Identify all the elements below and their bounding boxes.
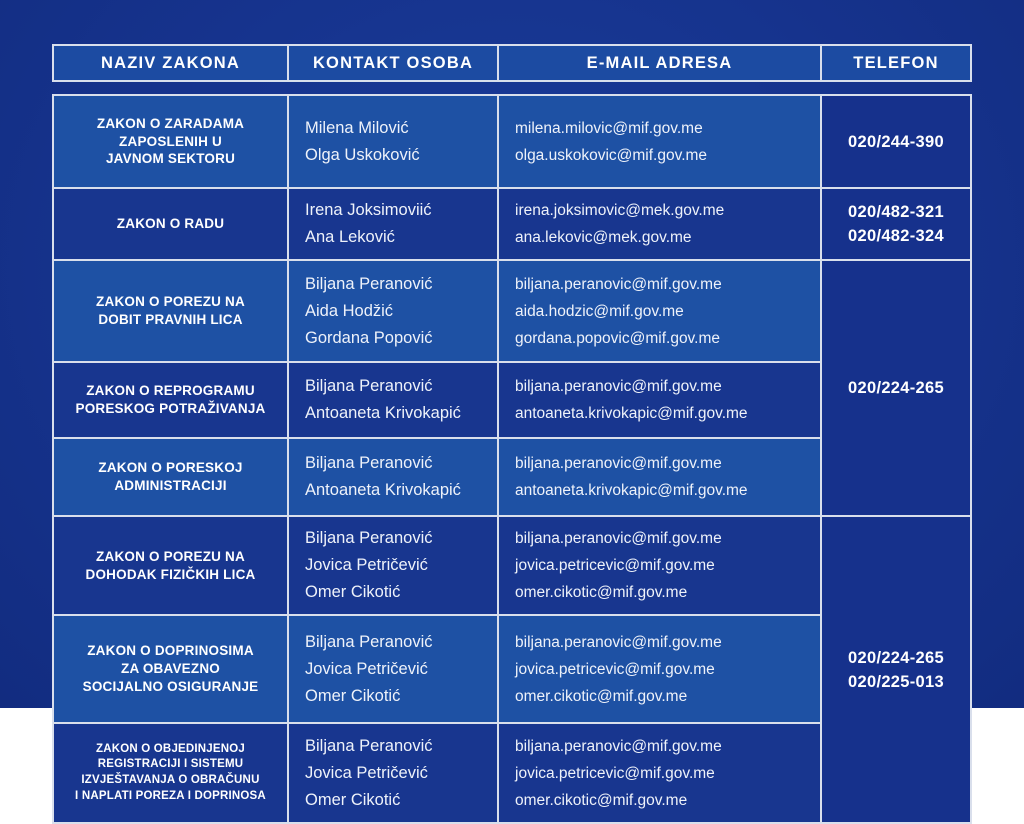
contact-person-name: Aida Hodžić bbox=[305, 301, 394, 320]
contact-person-name: Milena Milović bbox=[305, 118, 409, 137]
contact-person-name: Irena Joksimoviić bbox=[305, 201, 432, 219]
contact-person-name: Jovica Petričević bbox=[305, 556, 428, 574]
law-name-cell bbox=[53, 516, 288, 615]
contact-person-cell bbox=[288, 188, 498, 260]
email-address: biljana.peranovic@mif.gov.me bbox=[515, 378, 722, 395]
contact-person-name: Biljana Peranović bbox=[305, 632, 433, 651]
email-address: biljana.peranovic@mif.gov.me bbox=[515, 633, 722, 651]
law-name-line: I NAPLATI POREZA I DOPRINOSA bbox=[75, 789, 266, 802]
contact-person-cell bbox=[288, 516, 498, 615]
law-name-line: PORESKOG POTRAŽIVANJA bbox=[75, 401, 266, 416]
contact-person-cell bbox=[288, 362, 498, 438]
table-header bbox=[53, 45, 971, 95]
contact-person-cell bbox=[288, 95, 498, 188]
contact-person-name: Jovica Petričević bbox=[305, 763, 428, 782]
telephone-number: 020/482-321 bbox=[848, 203, 944, 221]
law-name-line: ZAKON O ZARADAMA bbox=[96, 115, 245, 131]
contact-person-name: Biljana Peranović bbox=[305, 274, 433, 293]
contact-person-cell bbox=[288, 260, 498, 362]
email-address: omer.cikotic@mif.gov.me bbox=[515, 584, 688, 601]
header-body-gap bbox=[53, 81, 971, 95]
contacts-table-wrapper bbox=[52, 44, 970, 824]
contact-person-name: Gordana Popović bbox=[305, 328, 433, 347]
email-address: biljana.peranovic@mif.gov.me bbox=[515, 530, 722, 547]
law-name-cell bbox=[53, 260, 288, 362]
email-address: gordana.popovic@mif.gov.me bbox=[515, 329, 720, 347]
column-header-telefon: TELEFON bbox=[821, 45, 971, 81]
telephone-number: 020/244-390 bbox=[848, 132, 944, 151]
email-address-cell bbox=[498, 723, 821, 823]
contact-person-name: Biljana Peranović bbox=[305, 377, 433, 395]
telephone-cell bbox=[821, 188, 971, 260]
contact-person-name: Biljana Peranović bbox=[305, 454, 433, 472]
table-row bbox=[53, 188, 971, 260]
email-address: irena.joksimovic@mek.gov.me bbox=[515, 202, 725, 219]
email-address-cell bbox=[498, 260, 821, 362]
telephone-number: 020/482-324 bbox=[848, 227, 944, 245]
telephone-cell bbox=[821, 516, 971, 823]
law-name-line: ZAKON O RADU bbox=[116, 216, 225, 232]
contact-person-cell bbox=[288, 615, 498, 723]
law-name-cell bbox=[53, 615, 288, 723]
table-row bbox=[53, 260, 971, 362]
email-address-cell bbox=[498, 615, 821, 723]
law-name-cell bbox=[53, 188, 288, 260]
contact-person-cell bbox=[288, 438, 498, 516]
email-address: antoaneta.krivokapic@mif.gov.me bbox=[515, 405, 748, 422]
table-row bbox=[53, 516, 971, 615]
contact-person-name: Ana Leković bbox=[305, 228, 395, 246]
email-address-cell bbox=[498, 362, 821, 438]
law-name-line: ZAKON O REPROGRAMU bbox=[86, 383, 255, 399]
column-header-naziv-zakona: NAZIV ZAKONA bbox=[53, 45, 288, 81]
law-name-cell bbox=[53, 362, 288, 438]
law-name-line: ZA OBAVEZNO bbox=[121, 661, 220, 677]
contact-person-name: Biljana Peranović bbox=[305, 529, 433, 547]
table-body bbox=[53, 95, 971, 823]
email-address: antoaneta.krivokapic@mif.gov.me bbox=[515, 482, 748, 499]
law-name-line: ZAKON O DOPRINOSIMA bbox=[87, 643, 254, 659]
law-name-line: DOHODAK FIZIČKIH LICA bbox=[85, 566, 256, 582]
column-header-kontakt-osoba: KONTAKT OSOBA bbox=[288, 45, 498, 81]
email-address: omer.cikotic@mif.gov.me bbox=[515, 687, 688, 705]
law-name-line: DOBIT PRAVNIH LICA bbox=[98, 312, 243, 327]
law-name-line: ZAKON O OBJEDINJENOJ bbox=[95, 742, 246, 755]
law-name-cell bbox=[53, 95, 288, 188]
law-name-line: ZAKON O PORESKOJ bbox=[98, 460, 243, 476]
telephone-cell bbox=[821, 260, 971, 516]
table-row bbox=[53, 95, 971, 188]
email-address: omer.cikotic@mif.gov.me bbox=[515, 791, 688, 809]
email-address-cell bbox=[498, 516, 821, 615]
email-address: biljana.peranovic@mif.gov.me bbox=[515, 275, 722, 293]
email-address-cell bbox=[498, 438, 821, 516]
contact-person-name: Omer Cikotić bbox=[305, 686, 401, 705]
contact-person-cell bbox=[288, 723, 498, 823]
law-name-line: SOCIJALNO OSIGURANJE bbox=[82, 678, 259, 694]
email-address-cell bbox=[498, 95, 821, 188]
email-address: ana.lekovic@mek.gov.me bbox=[515, 229, 692, 246]
law-name-line: JAVNOM SEKTORU bbox=[105, 151, 236, 167]
email-address: aida.hodzic@mif.gov.me bbox=[515, 302, 684, 320]
email-address: jovica.petricevic@mif.gov.me bbox=[515, 660, 715, 678]
email-address: milena.milovic@mif.gov.me bbox=[515, 119, 703, 137]
law-name-cell bbox=[53, 438, 288, 516]
email-address: biljana.peranovic@mif.gov.me bbox=[515, 455, 722, 472]
contacts-table bbox=[52, 44, 972, 824]
law-name-line: ZAKON O POREZU NA bbox=[96, 548, 245, 564]
email-address: jovica.petricevic@mif.gov.me bbox=[515, 557, 715, 574]
law-name-line: REGISTRACIJI I SISTEMU bbox=[97, 758, 244, 771]
telephone-number: 020/224-265 bbox=[848, 648, 944, 667]
contact-person-name: Antoaneta Krivokapić bbox=[305, 481, 461, 499]
column-header-email-adresa: E-MAIL ADRESA bbox=[498, 45, 821, 81]
contact-person-name: Omer Cikotić bbox=[305, 790, 401, 809]
contact-person-name: Jovica Petričević bbox=[305, 659, 428, 678]
telephone-number: 020/224-265 bbox=[848, 379, 944, 397]
email-address: jovica.petricevic@mif.gov.me bbox=[515, 764, 715, 782]
email-address-cell bbox=[498, 188, 821, 260]
contact-person-name: Antoaneta Krivokapić bbox=[305, 404, 461, 422]
telephone-cell bbox=[821, 95, 971, 188]
law-name-line: IZVJEŠTAVANJA O OBRAČUNU bbox=[81, 774, 260, 786]
contact-person-name: Omer Cikotić bbox=[305, 583, 401, 601]
contact-person-name: Olga Uskoković bbox=[305, 145, 420, 164]
law-name-line: ZAKON O POREZU NA bbox=[96, 294, 245, 310]
header-row bbox=[53, 45, 971, 81]
law-name-line: ZAPOSLENIH U bbox=[119, 133, 222, 149]
email-address: olga.uskokovic@mif.gov.me bbox=[515, 146, 708, 164]
telephone-number: 020/225-013 bbox=[848, 672, 944, 691]
law-name-line: ADMINISTRACIJI bbox=[114, 478, 227, 493]
law-name-cell bbox=[53, 723, 288, 823]
contact-person-name: Biljana Peranović bbox=[305, 736, 433, 755]
email-address: biljana.peranovic@mif.gov.me bbox=[515, 737, 722, 755]
